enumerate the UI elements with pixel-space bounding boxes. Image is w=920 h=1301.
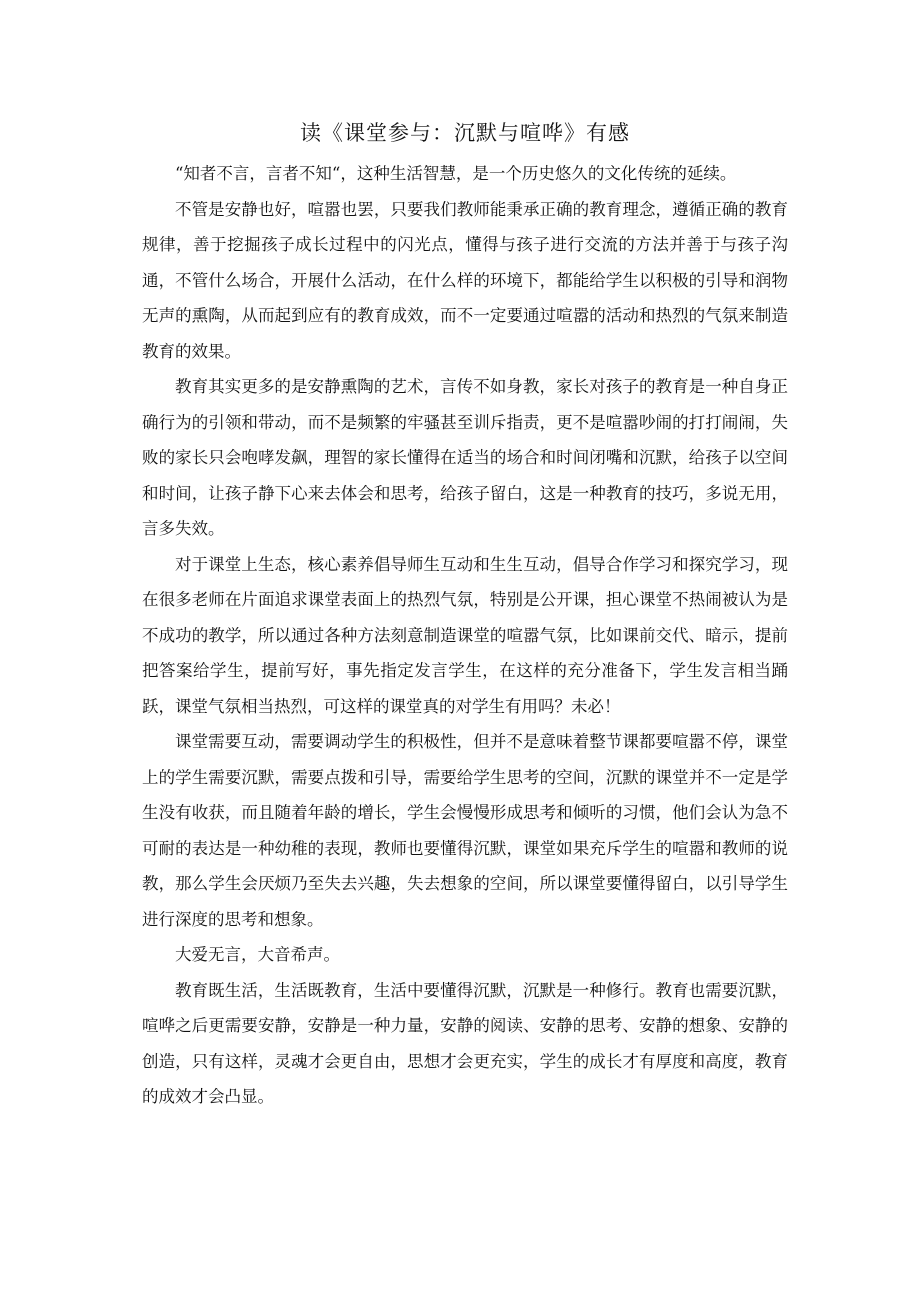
document-page (142, 118, 788, 1115)
paragraph-6: 大爱无言，大音希声。 (175, 945, 340, 964)
paragraph-4: 对于课堂上生态，核心素养倡导师生互动和生生互动，倡导合作学习和探究学习，现在很多老师在片面追求课堂表面上的热烈气氛，特别是公开课，担心课堂不热闹被认为是不成功的教学，所以通过各种方法刻意制造课堂的喧嚣气氛，比如课前交代、暗示，提前把答案给学生，提前写好，事先指定发言学生，在这样的充分准备下，学生发言相当踊跃，课堂气氛相当热烈，可这样的课堂真的对学生有用吗？未必！ (142, 554, 788, 716)
paragraph-7: 教育既生活，生活既教育，生活中要懂得沉默，沉默是一种修行。教育也需要沉默，喧哗之后更需要安静，安静是一种力量，安静的阅读、安静的思考、安静的想象、安静的创造，只有这样，灵魂才会更自由，思想才会更充实，学生的成长才有厚度和高度，教育的成效才会凸显。 (142, 980, 788, 1106)
paragraph-1: “知者不言，言者不知“，这种生活智慧，是一个历史悠久的文化传统的延续。 (175, 164, 737, 183)
paragraph-3: 教育其实更多的是安静熏陶的艺术，言传不如身教，家长对孩子的教育是一种自身正确行为的引领和带动，而不是频繁的牢骚甚至训斥指责，更不是喧嚣吵闹的打打闹闹，失败的家长只会咆哮发飙，理智的家长懂得在适当的场合和时间闭嘴和沉默，给孩子以空间和时间，让孩子静下心来去体会和思考，给孩子留白，这是一种教育的技巧，多说无用，言多失效。 (142, 377, 788, 538)
paragraph-2: 不管是安静也好，喧嚣也罢，只要我们教师能秉承正确的教育理念，遵循正确的教育规律，善于挖掘孩子成长过程中的闪光点，懂得与孩子进行交流的方法并善于与孩子沟通，不管什么场合，开展什么活动，在什么样的环境下，都能给学生以积极的引导和润物无声的熏陶，从而起到应有的教育成效，而不一定要通过喧嚣的活动和热烈的气氛来制造教育的效果。 (142, 199, 788, 361)
paragraph-5: 课堂需要互动，需要调动学生的积极性，但并不是意味着整节课都要喧嚣不停，课堂上的学生需要沉默，需要点拨和引导，需要给学生思考的空间，沉默的课堂并不一定是学生没有收获，而且随着年龄的增长，学生会慢慢形成思考和倾听的习惯，他们会认为急不可耐的表达是一种幼稚的表现，教师也要懂得沉默，课堂如果充斥学生的喧嚣和教师的说教，那么学生会厌烦乃至失去兴趣，失去想象的空间，所以课堂要懂得留白，以引导学生进行深度的思考和想象。 (142, 732, 788, 929)
document-title: 读《课堂参与：沉默与喧哗》有感 (300, 121, 630, 145)
